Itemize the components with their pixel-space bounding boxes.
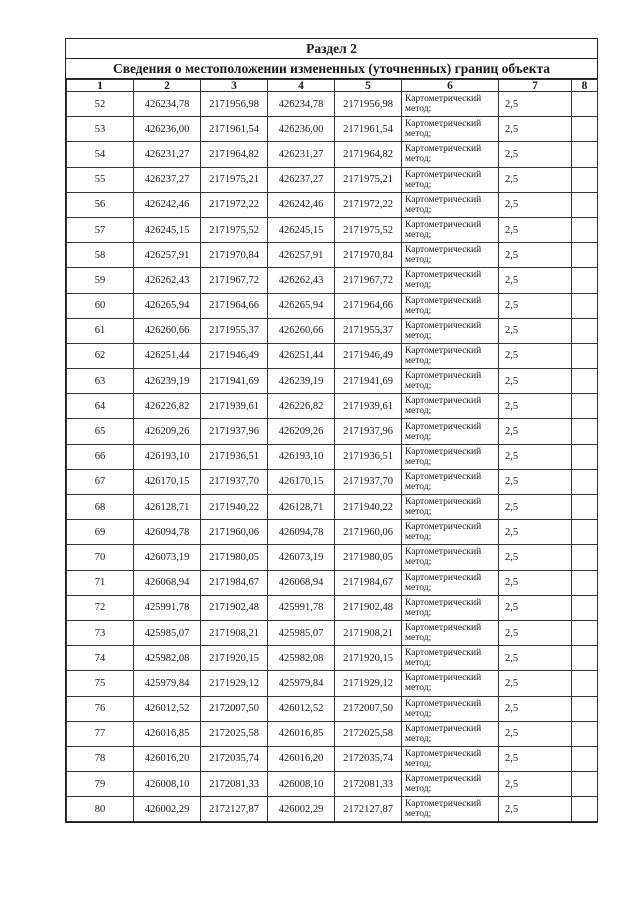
cell-extra xyxy=(572,117,598,142)
cell-x-existing: 426231,27 xyxy=(134,142,201,167)
cell-extra xyxy=(572,797,598,822)
cell-x-new: 426170,15 xyxy=(268,469,335,494)
cell-extra xyxy=(572,419,598,444)
cell-point-number: 65 xyxy=(67,419,134,444)
cell-y-existing: 2171936,51 xyxy=(201,444,268,469)
cell-method: Картометрический метод; xyxy=(402,92,499,117)
table-row xyxy=(67,620,598,645)
cell-accuracy: 2,5 xyxy=(499,797,572,822)
cell-y-existing: 2171984,67 xyxy=(201,570,268,595)
table-row xyxy=(67,142,598,167)
cell-y-new: 2172007,50 xyxy=(335,696,402,721)
cell-y-existing: 2171956,98 xyxy=(201,92,268,117)
cell-x-new: 426239,19 xyxy=(268,369,335,394)
cell-y-existing: 2171967,72 xyxy=(201,268,268,293)
cell-x-existing: 425982,08 xyxy=(134,646,201,671)
cell-y-new: 2171956,98 xyxy=(335,92,402,117)
table-row xyxy=(67,369,598,394)
cell-x-new: 425985,07 xyxy=(268,620,335,645)
cell-x-existing: 426257,91 xyxy=(134,243,201,268)
table-row xyxy=(67,671,598,696)
cell-method: Картометрический метод; xyxy=(402,394,499,419)
column-header: 3 xyxy=(201,80,268,92)
cell-x-new: 426265,94 xyxy=(268,293,335,318)
cell-point-number: 71 xyxy=(67,570,134,595)
cell-accuracy: 2,5 xyxy=(499,495,572,520)
cell-x-new: 426016,85 xyxy=(268,721,335,746)
cell-y-existing: 2171975,21 xyxy=(201,167,268,192)
table-row xyxy=(67,696,598,721)
cell-point-number: 56 xyxy=(67,192,134,217)
cell-y-existing: 2172007,50 xyxy=(201,696,268,721)
cell-extra xyxy=(572,646,598,671)
column-header: 1 xyxy=(67,80,134,92)
section-subtitle: Сведения о местоположении измененных (уточненных) границ объекта xyxy=(66,59,597,79)
cell-method: Картометрический метод; xyxy=(402,117,499,142)
cell-point-number: 75 xyxy=(67,671,134,696)
cell-y-new: 2171972,22 xyxy=(335,192,402,217)
cell-x-existing: 426236,00 xyxy=(134,117,201,142)
cell-extra xyxy=(572,772,598,797)
table-body xyxy=(67,80,598,822)
table-row xyxy=(67,595,598,620)
cell-accuracy: 2,5 xyxy=(499,570,572,595)
table-row xyxy=(67,746,598,771)
cell-x-existing: 426245,15 xyxy=(134,217,201,242)
cell-x-new: 426260,66 xyxy=(268,318,335,343)
table-row xyxy=(67,117,598,142)
cell-y-new: 2171937,70 xyxy=(335,469,402,494)
cell-point-number: 61 xyxy=(67,318,134,343)
boundary-points-table xyxy=(66,79,598,822)
section-title: Раздел 2 xyxy=(66,39,597,59)
cell-x-new: 426257,91 xyxy=(268,243,335,268)
cell-x-new: 426193,10 xyxy=(268,444,335,469)
cell-method: Картометрический метод; xyxy=(402,469,499,494)
cell-y-existing: 2171929,12 xyxy=(201,671,268,696)
table-row xyxy=(67,167,598,192)
table-row xyxy=(67,243,598,268)
cell-point-number: 80 xyxy=(67,797,134,822)
cell-x-existing: 426237,27 xyxy=(134,167,201,192)
cell-x-new: 426251,44 xyxy=(268,343,335,368)
cell-point-number: 60 xyxy=(67,293,134,318)
cell-y-new: 2171902,48 xyxy=(335,595,402,620)
cell-x-existing: 426128,71 xyxy=(134,495,201,520)
cell-y-existing: 2172127,87 xyxy=(201,797,268,822)
cell-y-new: 2171975,52 xyxy=(335,217,402,242)
cell-method: Картометрический метод; xyxy=(402,369,499,394)
cell-extra xyxy=(572,369,598,394)
cell-accuracy: 2,5 xyxy=(499,545,572,570)
cell-method: Картометрический метод; xyxy=(402,671,499,696)
cell-x-new: 426068,94 xyxy=(268,570,335,595)
cell-accuracy: 2,5 xyxy=(499,520,572,545)
cell-x-new: 426226,82 xyxy=(268,394,335,419)
column-header: 6 xyxy=(402,80,499,92)
cell-y-new: 2171960,06 xyxy=(335,520,402,545)
cell-x-new: 426234,78 xyxy=(268,92,335,117)
cell-y-existing: 2172081,33 xyxy=(201,772,268,797)
table-row xyxy=(67,772,598,797)
cell-extra xyxy=(572,671,598,696)
cell-y-new: 2172127,87 xyxy=(335,797,402,822)
cell-x-existing: 426234,78 xyxy=(134,92,201,117)
table-row xyxy=(67,545,598,570)
cell-x-existing: 426170,15 xyxy=(134,469,201,494)
cell-point-number: 68 xyxy=(67,495,134,520)
cell-extra xyxy=(572,167,598,192)
cell-point-number: 78 xyxy=(67,746,134,771)
cell-extra xyxy=(572,595,598,620)
cell-x-new: 426209,26 xyxy=(268,419,335,444)
cell-y-existing: 2172025,58 xyxy=(201,721,268,746)
cell-accuracy: 2,5 xyxy=(499,369,572,394)
cell-x-new: 426002,29 xyxy=(268,797,335,822)
cell-accuracy: 2,5 xyxy=(499,444,572,469)
cell-x-new: 426262,43 xyxy=(268,268,335,293)
cell-accuracy: 2,5 xyxy=(499,217,572,242)
cell-y-existing: 2171970,84 xyxy=(201,243,268,268)
cell-point-number: 66 xyxy=(67,444,134,469)
cell-extra xyxy=(572,394,598,419)
cell-x-existing: 426073,19 xyxy=(134,545,201,570)
cell-method: Картометрический метод; xyxy=(402,217,499,242)
cell-x-new: 426236,00 xyxy=(268,117,335,142)
cell-point-number: 74 xyxy=(67,646,134,671)
cell-x-new: 426231,27 xyxy=(268,142,335,167)
cell-method: Картометрический метод; xyxy=(402,167,499,192)
cell-x-new: 426094,78 xyxy=(268,520,335,545)
cell-y-existing: 2171941,69 xyxy=(201,369,268,394)
cell-extra xyxy=(572,343,598,368)
cell-method: Картометрический метод; xyxy=(402,520,499,545)
cell-extra xyxy=(572,469,598,494)
cell-y-existing: 2171946,49 xyxy=(201,343,268,368)
cell-point-number: 59 xyxy=(67,268,134,293)
cell-extra xyxy=(572,217,598,242)
cell-y-existing: 2171980,05 xyxy=(201,545,268,570)
cell-accuracy: 2,5 xyxy=(499,671,572,696)
cell-accuracy: 2,5 xyxy=(499,117,572,142)
column-header: 7 xyxy=(499,80,572,92)
cell-y-new: 2172081,33 xyxy=(335,772,402,797)
column-header: 5 xyxy=(335,80,402,92)
cell-y-existing: 2171961,54 xyxy=(201,117,268,142)
table-row xyxy=(67,444,598,469)
cell-accuracy: 2,5 xyxy=(499,772,572,797)
cell-accuracy: 2,5 xyxy=(499,318,572,343)
cell-x-new: 426128,71 xyxy=(268,495,335,520)
cell-x-new: 426073,19 xyxy=(268,545,335,570)
cell-x-existing: 426012,52 xyxy=(134,696,201,721)
cell-y-existing: 2171964,82 xyxy=(201,142,268,167)
cell-y-new: 2171941,69 xyxy=(335,369,402,394)
cell-accuracy: 2,5 xyxy=(499,620,572,645)
cell-x-existing: 426016,85 xyxy=(134,721,201,746)
table-row xyxy=(67,92,598,117)
column-header: 8 xyxy=(572,80,598,92)
cell-point-number: 57 xyxy=(67,217,134,242)
table-row xyxy=(67,394,598,419)
cell-point-number: 58 xyxy=(67,243,134,268)
cell-y-new: 2171975,21 xyxy=(335,167,402,192)
cell-extra xyxy=(572,520,598,545)
table-row xyxy=(67,318,598,343)
cell-accuracy: 2,5 xyxy=(499,646,572,671)
cell-point-number: 53 xyxy=(67,117,134,142)
cell-x-new: 425982,08 xyxy=(268,646,335,671)
cell-point-number: 63 xyxy=(67,369,134,394)
cell-extra xyxy=(572,92,598,117)
cell-y-new: 2171964,66 xyxy=(335,293,402,318)
cell-method: Картометрический метод; xyxy=(402,142,499,167)
cell-y-existing: 2171972,22 xyxy=(201,192,268,217)
cell-x-new: 426008,10 xyxy=(268,772,335,797)
cell-point-number: 76 xyxy=(67,696,134,721)
cell-x-new: 425979,84 xyxy=(268,671,335,696)
cell-y-existing: 2171920,15 xyxy=(201,646,268,671)
cell-y-existing: 2171908,21 xyxy=(201,620,268,645)
cell-method: Картометрический метод; xyxy=(402,721,499,746)
cell-point-number: 52 xyxy=(67,92,134,117)
cell-point-number: 73 xyxy=(67,620,134,645)
cell-extra xyxy=(572,293,598,318)
cell-x-existing: 426226,82 xyxy=(134,394,201,419)
cell-method: Картометрический метод; xyxy=(402,646,499,671)
cell-point-number: 79 xyxy=(67,772,134,797)
cell-y-new: 2172035,74 xyxy=(335,746,402,771)
cell-method: Картометрический метод; xyxy=(402,620,499,645)
cell-x-existing: 426002,29 xyxy=(134,797,201,822)
cell-extra xyxy=(572,142,598,167)
cell-x-new: 426016,20 xyxy=(268,746,335,771)
cell-method: Картометрический метод; xyxy=(402,243,499,268)
cell-extra xyxy=(572,192,598,217)
cell-y-new: 2171961,54 xyxy=(335,117,402,142)
cell-x-new: 426245,15 xyxy=(268,217,335,242)
cell-extra xyxy=(572,721,598,746)
cell-point-number: 67 xyxy=(67,469,134,494)
column-header-row xyxy=(67,80,598,92)
cell-y-new: 2172025,58 xyxy=(335,721,402,746)
cell-accuracy: 2,5 xyxy=(499,696,572,721)
cell-accuracy: 2,5 xyxy=(499,167,572,192)
cell-extra xyxy=(572,746,598,771)
cell-accuracy: 2,5 xyxy=(499,721,572,746)
cell-method: Картометрический метод; xyxy=(402,772,499,797)
cell-y-new: 2171955,37 xyxy=(335,318,402,343)
table-row xyxy=(67,343,598,368)
cell-method: Картометрический метод; xyxy=(402,444,499,469)
table-row xyxy=(67,469,598,494)
table-row xyxy=(67,570,598,595)
cell-y-existing: 2171975,52 xyxy=(201,217,268,242)
cell-extra xyxy=(572,495,598,520)
cell-y-new: 2171964,82 xyxy=(335,142,402,167)
cell-method: Картометрический метод; xyxy=(402,419,499,444)
cell-point-number: 54 xyxy=(67,142,134,167)
table-row xyxy=(67,268,598,293)
cell-extra xyxy=(572,268,598,293)
cell-y-new: 2171908,21 xyxy=(335,620,402,645)
cell-y-existing: 2171960,06 xyxy=(201,520,268,545)
cell-method: Картометрический метод; xyxy=(402,318,499,343)
cell-x-existing: 426242,46 xyxy=(134,192,201,217)
cell-point-number: 77 xyxy=(67,721,134,746)
cell-y-existing: 2171939,61 xyxy=(201,394,268,419)
cell-extra xyxy=(572,318,598,343)
cell-x-existing: 425991,78 xyxy=(134,595,201,620)
cell-method: Картометрический метод; xyxy=(402,746,499,771)
cell-x-existing: 426262,43 xyxy=(134,268,201,293)
cell-y-new: 2171940,22 xyxy=(335,495,402,520)
cell-accuracy: 2,5 xyxy=(499,419,572,444)
table-row xyxy=(67,646,598,671)
cell-point-number: 69 xyxy=(67,520,134,545)
cell-point-number: 64 xyxy=(67,394,134,419)
cell-x-existing: 426193,10 xyxy=(134,444,201,469)
cell-accuracy: 2,5 xyxy=(499,469,572,494)
cell-extra xyxy=(572,545,598,570)
cell-y-new: 2171939,61 xyxy=(335,394,402,419)
cell-method: Картометрический метод; xyxy=(402,545,499,570)
cell-y-existing: 2171955,37 xyxy=(201,318,268,343)
cell-y-new: 2171946,49 xyxy=(335,343,402,368)
cell-y-existing: 2171902,48 xyxy=(201,595,268,620)
cell-x-existing: 426068,94 xyxy=(134,570,201,595)
cell-extra xyxy=(572,696,598,721)
cell-x-existing: 426016,20 xyxy=(134,746,201,771)
cell-accuracy: 2,5 xyxy=(499,268,572,293)
cell-y-existing: 2171937,96 xyxy=(201,419,268,444)
cell-extra xyxy=(572,444,598,469)
cell-point-number: 70 xyxy=(67,545,134,570)
table-row xyxy=(67,520,598,545)
cell-method: Картометрический метод; xyxy=(402,696,499,721)
cell-accuracy: 2,5 xyxy=(499,293,572,318)
cell-y-new: 2171970,84 xyxy=(335,243,402,268)
cell-x-existing: 426260,66 xyxy=(134,318,201,343)
cell-y-existing: 2171940,22 xyxy=(201,495,268,520)
table-row xyxy=(67,495,598,520)
cell-method: Картометрический метод; xyxy=(402,192,499,217)
table-row xyxy=(67,721,598,746)
cell-y-new: 2171967,72 xyxy=(335,268,402,293)
cell-method: Картометрический метод; xyxy=(402,343,499,368)
cell-x-existing: 426265,94 xyxy=(134,293,201,318)
table-row xyxy=(67,419,598,444)
cell-extra xyxy=(572,620,598,645)
cell-accuracy: 2,5 xyxy=(499,343,572,368)
cell-x-existing: 426008,10 xyxy=(134,772,201,797)
cell-extra xyxy=(572,243,598,268)
cell-method: Картометрический метод; xyxy=(402,595,499,620)
cell-accuracy: 2,5 xyxy=(499,192,572,217)
cell-x-new: 426012,52 xyxy=(268,696,335,721)
cell-accuracy: 2,5 xyxy=(499,746,572,771)
cell-y-new: 2171937,96 xyxy=(335,419,402,444)
document-sheet xyxy=(65,38,598,823)
cell-y-new: 2171980,05 xyxy=(335,545,402,570)
cell-x-new: 425991,78 xyxy=(268,595,335,620)
table-row xyxy=(67,293,598,318)
cell-x-existing: 426239,19 xyxy=(134,369,201,394)
cell-x-existing: 426094,78 xyxy=(134,520,201,545)
cell-y-new: 2171936,51 xyxy=(335,444,402,469)
cell-accuracy: 2,5 xyxy=(499,92,572,117)
cell-x-existing: 425985,07 xyxy=(134,620,201,645)
column-header: 2 xyxy=(134,80,201,92)
cell-x-new: 426242,46 xyxy=(268,192,335,217)
cell-method: Картометрический метод; xyxy=(402,570,499,595)
column-header: 4 xyxy=(268,80,335,92)
cell-y-existing: 2171964,66 xyxy=(201,293,268,318)
cell-extra xyxy=(572,570,598,595)
cell-method: Картометрический метод; xyxy=(402,268,499,293)
cell-x-existing: 425979,84 xyxy=(134,671,201,696)
cell-method: Картометрический метод; xyxy=(402,293,499,318)
cell-x-new: 426237,27 xyxy=(268,167,335,192)
cell-point-number: 62 xyxy=(67,343,134,368)
cell-y-new: 2171920,15 xyxy=(335,646,402,671)
cell-y-existing: 2171937,70 xyxy=(201,469,268,494)
cell-x-existing: 426209,26 xyxy=(134,419,201,444)
cell-y-new: 2171984,67 xyxy=(335,570,402,595)
cell-method: Картометрический метод; xyxy=(402,797,499,822)
cell-point-number: 55 xyxy=(67,167,134,192)
cell-method: Картометрический метод; xyxy=(402,495,499,520)
table-row xyxy=(67,192,598,217)
table-row xyxy=(67,217,598,242)
cell-accuracy: 2,5 xyxy=(499,394,572,419)
cell-accuracy: 2,5 xyxy=(499,595,572,620)
cell-y-new: 2171929,12 xyxy=(335,671,402,696)
cell-accuracy: 2,5 xyxy=(499,243,572,268)
table-row xyxy=(67,797,598,822)
cell-y-existing: 2172035,74 xyxy=(201,746,268,771)
cell-point-number: 72 xyxy=(67,595,134,620)
cell-accuracy: 2,5 xyxy=(499,142,572,167)
cell-x-existing: 426251,44 xyxy=(134,343,201,368)
